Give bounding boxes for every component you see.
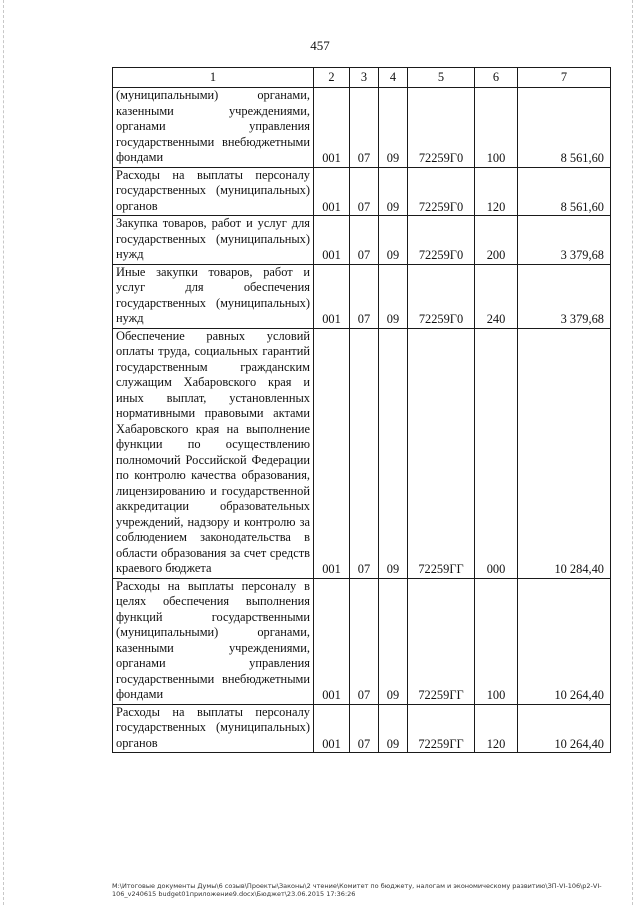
row-description: Иные закупки товаров, работ и услуг для обеспечения государственных (муниципальных) нужд: [113, 264, 314, 328]
row-ministry-code: 001: [314, 88, 350, 168]
column-header-7: 7: [518, 68, 611, 88]
row-expense-type: 100: [475, 88, 518, 168]
row-subsection-code: 09: [379, 167, 408, 216]
table-row: [113, 88, 611, 168]
scan-edge-left: [3, 0, 5, 905]
row-subsection-code: 09: [379, 88, 408, 168]
row-subsection-code: 09: [379, 264, 408, 328]
row-ministry-code: 001: [314, 578, 350, 704]
row-description: Расходы на выплаты персоналу государственных (муниципальных) органов: [113, 167, 314, 216]
row-expense-type: 000: [475, 328, 518, 578]
row-ministry-code: 001: [314, 216, 350, 265]
column-header-2: 2: [314, 68, 350, 88]
row-ministry-code: 001: [314, 264, 350, 328]
row-amount: 8 561,60: [518, 88, 611, 168]
row-target-code: 72259Г0: [408, 216, 475, 265]
row-description: Расходы на выплаты персоналу в целях обеспечения выполнения функций государственными (муниципальными) органами, казенными учреждениями, органами управления государственными внебюджетными фондами: [113, 578, 314, 704]
row-section-code: 07: [350, 578, 379, 704]
table-row: [113, 328, 611, 578]
row-ministry-code: 001: [314, 167, 350, 216]
row-target-code: 72259ГГ: [408, 704, 475, 753]
row-subsection-code: 09: [379, 704, 408, 753]
document-file-path: М:\Итоговые документы Думы\6 созыв\Проекты\Законы\2 чтение\Комитет по бюджету, налогам и экономическому развитию\ЗП-VI-106\р2-VI-106_v240615 budget01приложение9.docx\Бюджет\23.06.2015 17:36:26: [112, 882, 602, 898]
table-row: [113, 264, 611, 328]
row-target-code: 72259Г0: [408, 167, 475, 216]
row-expense-type: 240: [475, 264, 518, 328]
row-description: Обеспечение равных условий оплаты труда, социальных гарантий государственным гражданским служащим Хабаровского края и иных выплат, установленных нормативными правовыми актами Хабаровского края на выполнение функции по осуществлению полномочий Российской Федерации по контролю качества образования, лицензированию и государственной аккредитации образовательных учреждений, надзору и контролю за соблюдением законодательства в области образования за счет средств краевого бюджета: [113, 328, 314, 578]
row-amount: 10 264,40: [518, 704, 611, 753]
table-row: [113, 216, 611, 265]
scan-edge-right: [632, 0, 634, 905]
column-header-4: 4: [379, 68, 408, 88]
row-target-code: 72259Г0: [408, 88, 475, 168]
row-amount: 10 284,40: [518, 328, 611, 578]
row-description: (муниципальными) органами, казенными учреждениями, органами управления государственными внебюджетными фондами: [113, 88, 314, 168]
row-target-code: 72259ГГ: [408, 328, 475, 578]
budget-table: [112, 67, 611, 753]
table-row: [113, 578, 611, 704]
row-amount: 3 379,68: [518, 264, 611, 328]
row-target-code: 72259ГГ: [408, 578, 475, 704]
table-row: [113, 704, 611, 753]
row-expense-type: 120: [475, 167, 518, 216]
row-amount: 8 561,60: [518, 167, 611, 216]
row-ministry-code: 001: [314, 704, 350, 753]
column-header-5: 5: [408, 68, 475, 88]
row-subsection-code: 09: [379, 216, 408, 265]
row-expense-type: 100: [475, 578, 518, 704]
row-section-code: 07: [350, 167, 379, 216]
page-number: 457: [310, 38, 330, 53]
row-section-code: 07: [350, 704, 379, 753]
row-subsection-code: 09: [379, 328, 408, 578]
row-subsection-code: 09: [379, 578, 408, 704]
row-expense-type: 120: [475, 704, 518, 753]
row-ministry-code: 001: [314, 328, 350, 578]
row-description: Расходы на выплаты персоналу государственных (муниципальных) органов: [113, 704, 314, 753]
table-row: [113, 167, 611, 216]
row-section-code: 07: [350, 328, 379, 578]
row-expense-type: 200: [475, 216, 518, 265]
row-section-code: 07: [350, 264, 379, 328]
table-header-row: [113, 68, 611, 88]
row-target-code: 72259Г0: [408, 264, 475, 328]
column-header-1: 1: [113, 68, 314, 88]
row-amount: 10 264,40: [518, 578, 611, 704]
row-section-code: 07: [350, 88, 379, 168]
column-header-6: 6: [475, 68, 518, 88]
row-section-code: 07: [350, 216, 379, 265]
column-header-3: 3: [350, 68, 379, 88]
row-amount: 3 379,68: [518, 216, 611, 265]
row-description: Закупка товаров, работ и услуг для государственных (муниципальных) нужд: [113, 216, 314, 265]
